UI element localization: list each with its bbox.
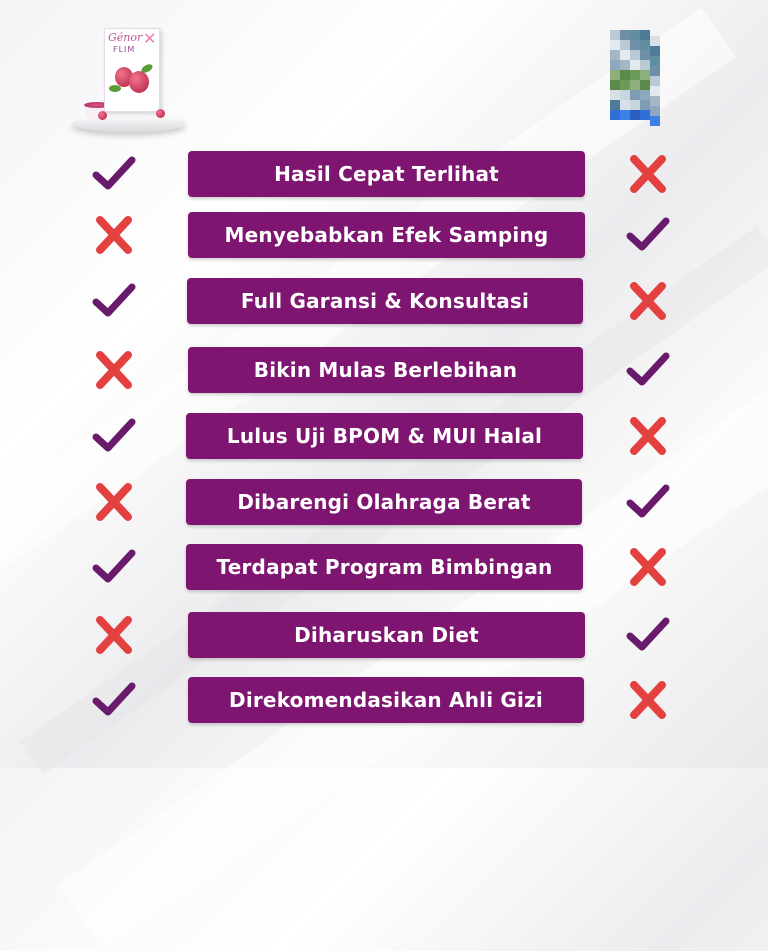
censor-pixel (610, 90, 620, 100)
censor-pixel (620, 110, 630, 120)
competitor-product-censored-image (610, 30, 660, 125)
comparison-row-label: Hasil Cepat Terlihat (188, 151, 585, 197)
censor-pixel (640, 100, 650, 110)
censor-pixel (610, 110, 620, 120)
comparison-row-label: Lulus Uji BPOM & MUI Halal (186, 413, 583, 459)
product-brand-x-logo: ✕ (143, 29, 157, 48)
censor-pixel (610, 70, 620, 80)
cross-icon (88, 347, 140, 393)
check-icon (88, 151, 140, 197)
comparison-row-label: Terdapat Program Bimbingan (186, 544, 583, 590)
censor-pixel (620, 70, 630, 80)
cross-icon (88, 612, 140, 658)
censor-pixel (630, 90, 640, 100)
check-icon (622, 612, 674, 658)
censor-pixel (620, 50, 630, 60)
censor-pixel (630, 70, 640, 80)
product-brand: Génor (108, 31, 143, 44)
product-genorx-image (70, 22, 188, 132)
check-icon (622, 212, 674, 258)
check-icon (622, 479, 674, 525)
censor-pixel (620, 30, 630, 40)
cross-icon (88, 212, 140, 258)
censor-pixel (650, 66, 660, 76)
censor-pixel (610, 50, 620, 60)
raspberry-icon (156, 109, 165, 118)
censor-pixel (610, 80, 620, 90)
censor-pixel (620, 90, 630, 100)
censor-pixel (610, 30, 620, 40)
censor-pixel (620, 60, 630, 70)
censor-pixel (630, 100, 640, 110)
raspberry-icon (129, 71, 149, 93)
cross-icon (622, 151, 674, 197)
censor-pixel (610, 60, 620, 70)
censor-pixel (630, 80, 640, 90)
comparison-row-label: Menyebabkan Efek Samping (188, 212, 585, 258)
censor-pixel (650, 36, 660, 46)
product-sub-brand: FLIM (113, 45, 136, 54)
comparison-row-label: Diharuskan Diet (188, 612, 585, 658)
censor-pixel (630, 60, 640, 70)
censor-pixel (630, 40, 640, 50)
censor-pixel (650, 96, 660, 106)
check-icon (88, 413, 140, 459)
cross-icon (622, 413, 674, 459)
leaf-icon (140, 62, 154, 74)
raspberry-icon (98, 111, 107, 120)
censor-pixel (610, 100, 620, 110)
censor-pixel (650, 46, 660, 56)
censor-pixel (640, 90, 650, 100)
comparison-row-label: Full Garansi & Konsultasi (187, 278, 583, 324)
censor-pixel (640, 40, 650, 50)
censor-pixel (650, 106, 660, 116)
check-icon (622, 347, 674, 393)
censor-pixel (650, 116, 660, 126)
product-box (104, 28, 160, 112)
check-icon (88, 677, 140, 723)
censor-pixel (650, 56, 660, 66)
cross-icon (88, 479, 140, 525)
cross-icon (622, 677, 674, 723)
censor-pixel (630, 30, 640, 40)
censor-pixel (630, 110, 640, 120)
censor-pixel (640, 80, 650, 90)
leaf-icon (109, 85, 121, 92)
cross-icon (622, 544, 674, 590)
censor-pixel (640, 70, 650, 80)
censor-pixel (640, 50, 650, 60)
comparison-row-label: Direkomendasikan Ahli Gizi (188, 677, 584, 723)
censor-pixel (640, 60, 650, 70)
comparison-row-label: Bikin Mulas Berlebihan (188, 347, 583, 393)
check-icon (88, 278, 140, 324)
censor-pixel (620, 100, 630, 110)
comparison-row-label: Dibarengi Olahraga Berat (186, 479, 582, 525)
censor-pixel (650, 76, 660, 86)
censor-pixel (630, 50, 640, 60)
censor-pixel (650, 86, 660, 96)
censor-pixel (640, 110, 650, 120)
censor-pixel (640, 30, 650, 40)
censor-pixel (610, 40, 620, 50)
censor-pixel (620, 80, 630, 90)
censor-pixel (620, 40, 630, 50)
cross-icon (622, 278, 674, 324)
check-icon (88, 544, 140, 590)
